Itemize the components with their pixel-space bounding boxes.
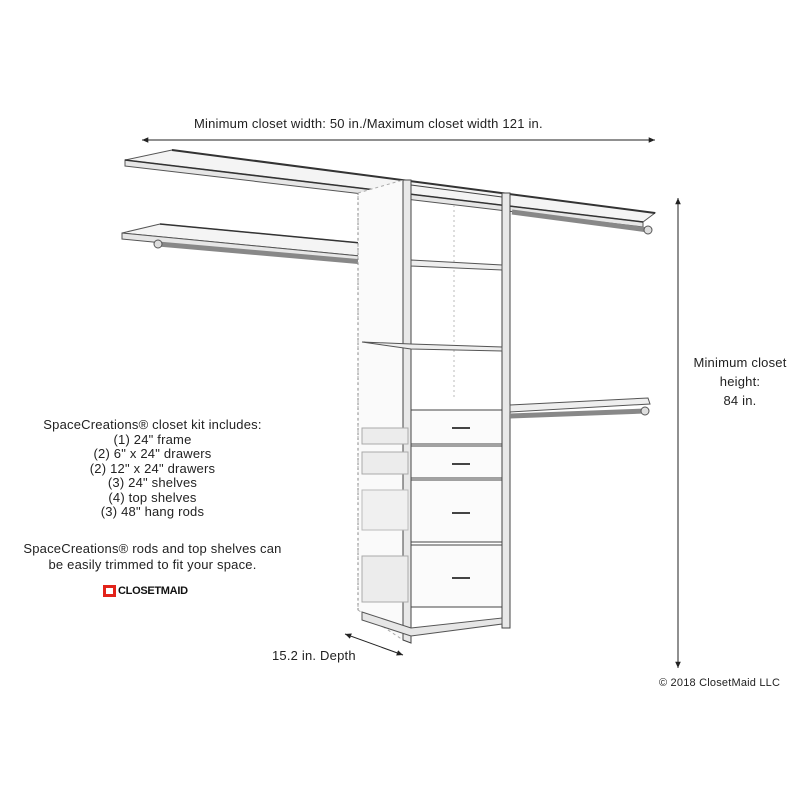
brand-mark-icon <box>103 585 116 597</box>
height-label-line-3: 84 in. <box>723 393 757 408</box>
copyright-notice: © 2018 ClosetMaid LLC <box>659 677 781 689</box>
depth-dimension-label: 15.2 in. Depth <box>272 648 356 663</box>
trim-note-line-2: be easily trimmed to fit your space. <box>48 557 257 572</box>
kit-contents <box>20 418 285 520</box>
kit-item: (3) 24" shelves <box>107 475 198 490</box>
height-label-line-1: Minimum closet <box>693 355 787 370</box>
kit-heading: SpaceCreations® closet kit includes: <box>43 417 262 432</box>
height-dimension-label <box>680 353 800 410</box>
kit-item: (3) 48" hang rods <box>100 504 205 519</box>
kit-item: (1) 24" frame <box>113 431 192 447</box>
trim-note-line-1: SpaceCreations® rods and top shelves can <box>23 541 282 556</box>
kit-item: (4) top shelves <box>108 489 197 505</box>
kit-item: (2) 6" x 24" drawers <box>93 446 212 461</box>
height-label-line-2: height: <box>719 374 761 389</box>
logo-wordmark: CLOSETMAID <box>118 584 188 597</box>
tower-shelf-1 <box>411 260 502 270</box>
width-dimension-label: Minimum closet width: 50 in./Maximum closet width 121 in. <box>194 116 543 131</box>
closetmaid-logo <box>103 584 188 597</box>
trim-note <box>10 541 295 573</box>
kit-item: (2) 12" x 24" drawers <box>89 460 216 476</box>
